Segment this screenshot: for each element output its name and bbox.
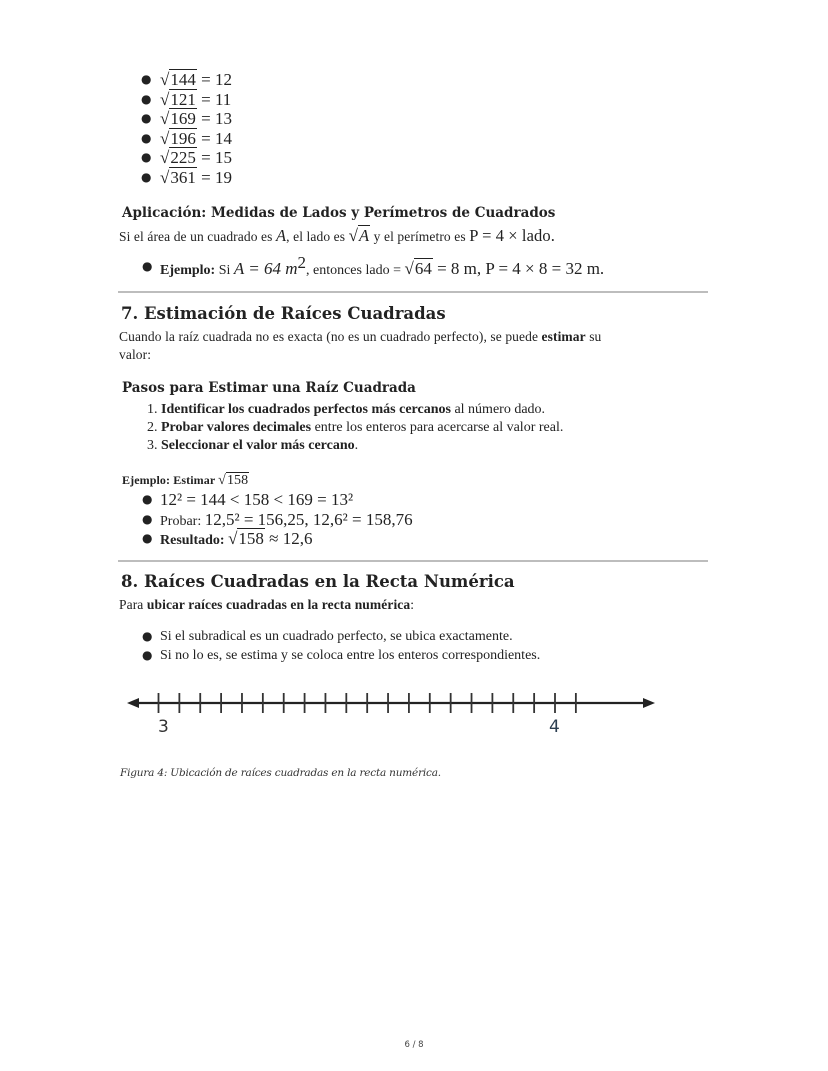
bullet-icon: ● — [141, 150, 152, 165]
right-arrow-icon — [643, 698, 655, 708]
bullet-icon: ● — [142, 648, 153, 662]
example-steps-list — [140, 490, 413, 549]
sqrt-expression: √169 — [160, 109, 196, 129]
bullet-icon: ● — [142, 511, 153, 526]
sqrt-expression: √A — [348, 226, 370, 245]
bullet-icon: ● — [141, 72, 152, 86]
bullet-icon: ● — [142, 492, 153, 506]
application-example-list — [140, 253, 605, 279]
list-item: ● √225 = 15 — [141, 148, 232, 168]
section-7-intro: Cuando la raíz cuadrada no es exacta (no es un cuadrado perfecto), se puede estimar su valor: — [119, 329, 602, 362]
bullet-icon: ● — [141, 130, 152, 145]
sqrt-expression: √225 — [160, 148, 196, 168]
sqrt-expression: √121 — [160, 89, 196, 109]
list-item: ● 12² = 144 < 158 < 169 = 13² — [142, 490, 354, 509]
section-8-bullets — [140, 627, 540, 665]
sqrt-expression: √144 — [160, 70, 196, 89]
sqrt-expression: √64 — [404, 259, 432, 278]
page-indicator: 6 / 8 — [404, 1040, 424, 1050]
list-item: ● √121 = 11 — [141, 89, 232, 109]
number-line-figure — [125, 688, 665, 736]
bullet-icon: ● — [141, 169, 152, 184]
list-item: ● Ejemplo: Si A = 64 $m^2$, entonces lado = √64 = 8 m, P = 4 × 8 = 32 m. — [142, 253, 605, 278]
bullet-icon: ● — [141, 91, 152, 106]
sqrt-expression: √158 — [228, 529, 264, 548]
steps-heading: Pasos para Estimar una Raíz Cuadrada — [122, 380, 416, 396]
section-8-title: 8. Raíces Cuadradas en la Recta Numérica — [121, 572, 515, 591]
perfect-squares-list — [140, 70, 232, 188]
bullet-icon: ● — [142, 531, 153, 545]
sqrt-expression: √158 — [218, 473, 249, 488]
list-item: ● Si no lo es, se estima y se coloca entre los enteros correspondientes. — [142, 648, 541, 663]
section-7-title: 7. Estimación de Raíces Cuadradas — [121, 304, 446, 323]
list-item: ● √361 = 19 — [141, 167, 232, 187]
list-item: ● √196 = 14 — [141, 128, 232, 148]
list-item: ● √169 = 13 — [141, 109, 232, 129]
steps-list — [147, 401, 563, 455]
list-item: ● √144 = 12 — [141, 70, 232, 89]
list-item: ● Si el subradical es un cuadrado perfecto, se ubica exactamente. — [142, 629, 513, 644]
section-8-intro: Para ubicar raíces cuadradas en la recta numérica: — [119, 597, 415, 612]
list-item: 1. Identificar los cuadrados perfectos más cercanos al número dado. — [147, 402, 546, 417]
application-heading: Aplicación: Medidas de Lados y Perímetros de Cuadrados — [122, 205, 556, 221]
left-arrow-icon — [127, 698, 139, 708]
bullet-icon: ● — [142, 259, 153, 273]
tick-label-start: 3 — [158, 717, 169, 736]
application-text: Si el área de un cuadrado es A, el lado es √A y el perímetro es P = 4 × lado. — [119, 226, 555, 245]
example-heading: Ejemplo: Estimar √158 — [122, 473, 249, 488]
list-item: ● Resultado: √158 ≈ 12,6 — [142, 529, 313, 548]
list-item: ● Probar: 12,5² = 156,25, 12,6² = 158,76 — [142, 509, 413, 529]
bullet-icon: ● — [141, 111, 152, 126]
tick-label-end: 4 — [549, 717, 560, 736]
figure-caption: Figura 4: Ubicación de raíces cuadradas en la recta numérica. — [120, 767, 441, 779]
sqrt-expression: √361 — [160, 167, 196, 187]
list-item: 3. Seleccionar el valor más cercano. — [147, 438, 359, 453]
bullet-icon: ● — [142, 629, 153, 643]
section-divider — [118, 560, 708, 562]
list-item: 2. Probar valores decimales entre los enteros para acercarse al valor real. — [147, 420, 564, 435]
section-divider — [118, 291, 708, 293]
sqrt-expression: √196 — [160, 128, 196, 148]
